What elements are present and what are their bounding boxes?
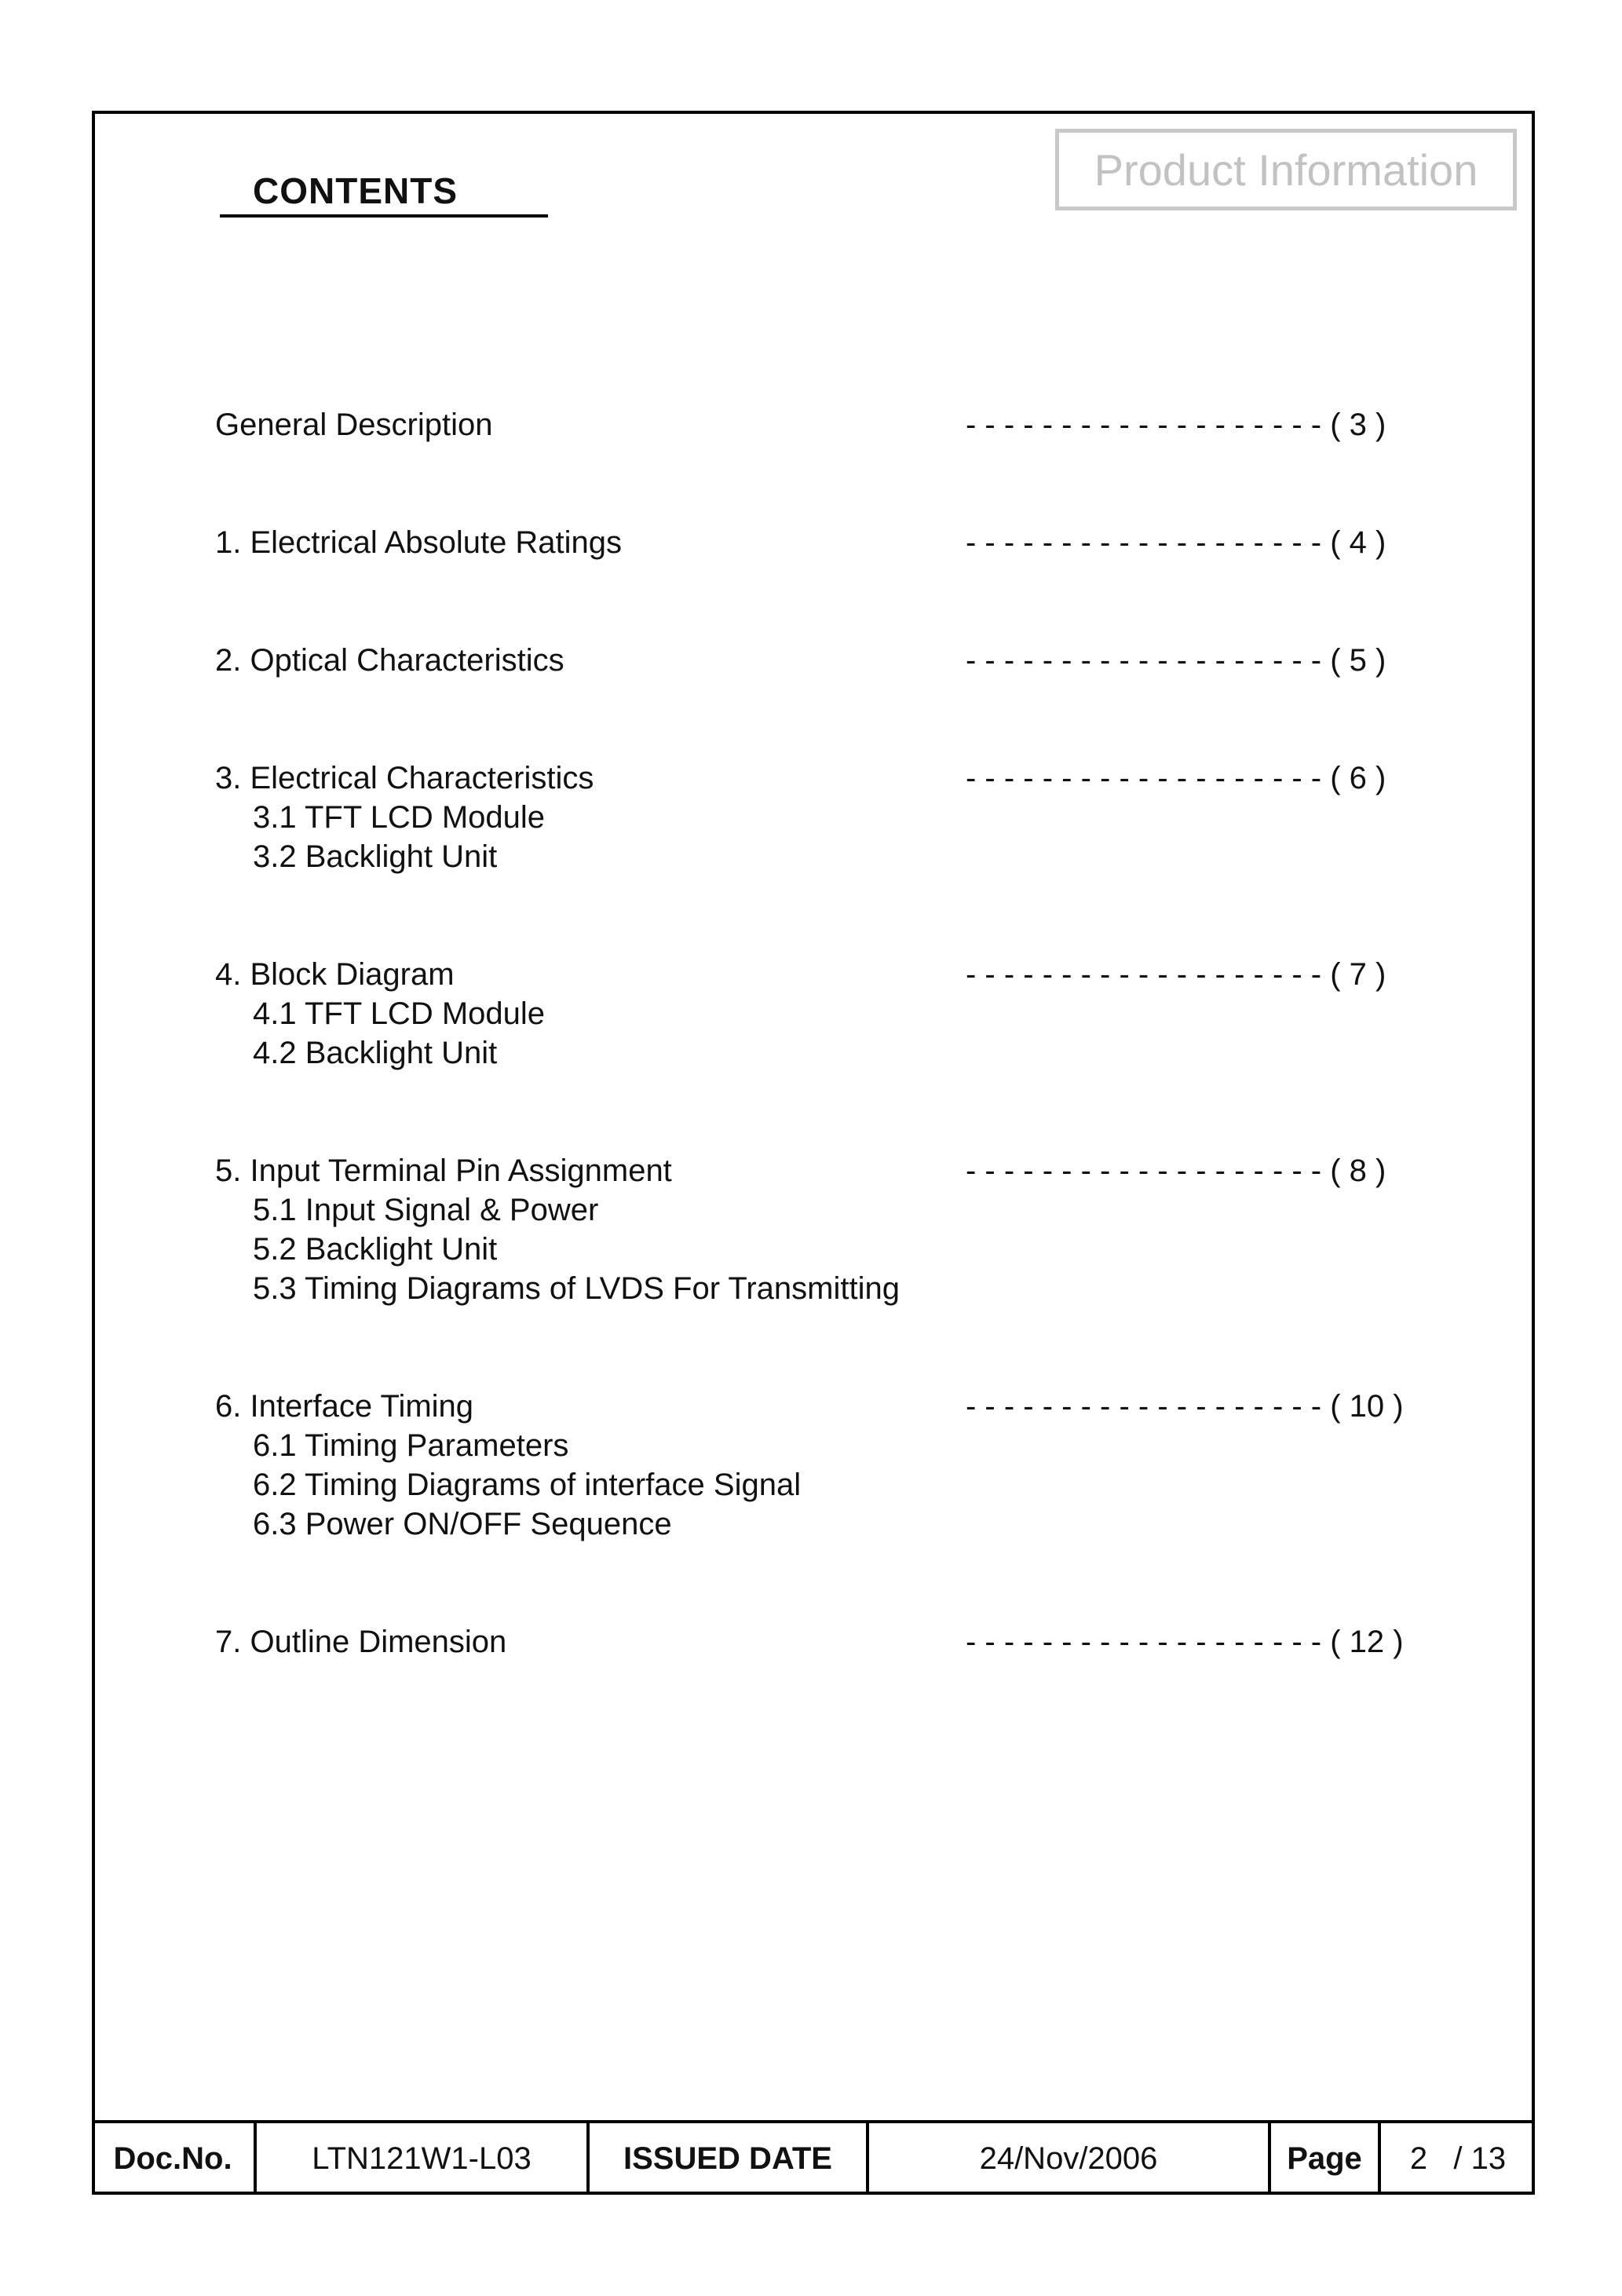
toc-subitem: 6.3 Power ON/OFF Sequence [253,1507,672,1541]
toc-subitem: 6.1 Timing Parameters [253,1428,569,1463]
toc-page-ref: - - - - - - - - - - - - - - - - - - - ( 6 ) [966,761,1386,795]
doc-no-label: Doc.No. [92,2123,257,2195]
toc-item-outline-dimension: 7. Outline Dimension [215,1625,507,1659]
toc-page-ref: - - - - - - - - - - - - - - - - - - - ( 4 ) [966,525,1386,560]
toc-item-electrical-characteristics: 3. Electrical Characteristics [215,761,594,795]
toc-item-optical-characteristics: 2. Optical Characteristics [215,643,564,678]
page-label: Page [1271,2123,1381,2195]
toc-subitem: 4.1 TFT LCD Module [253,996,546,1031]
toc-page-ref: - - - - - - - - - - - - - - - - - - - ( 10 ) [966,1389,1404,1424]
toc-item-block-diagram: 4. Block Diagram [215,957,455,992]
toc-item-interface-timing: 6. Interface Timing [215,1389,474,1424]
contents-heading: CONTENTS [253,170,458,211]
toc-page-ref: - - - - - - - - - - - - - - - - - - - ( 7 ) [966,957,1386,992]
toc-subitem: 5.3 Timing Diagrams of LVDS For Transmitting [253,1271,900,1306]
toc-subitem: 3.1 TFT LCD Module [253,800,546,835]
toc-page-ref: - - - - - - - - - - - - - - - - - - - ( 3 ) [966,408,1386,442]
toc-subitem: 5.1 Input Signal & Power [253,1193,599,1227]
toc-item-electrical-absolute-ratings: 1. Electrical Absolute Ratings [215,525,623,560]
issued-date-label: ISSUED DATE [590,2123,869,2195]
toc-item-general-description: General Description [215,408,493,442]
toc-subitem: 4.2 Backlight Unit [253,1036,498,1070]
toc-subitem: 6.2 Timing Diagrams of interface Signal [253,1468,802,1502]
doc-no-value: LTN121W1-L03 [257,2123,590,2195]
toc-item-input-terminal-pin-assignment: 5. Input Terminal Pin Assignment [215,1153,672,1188]
page-number: 2 / 13 [1409,2141,1507,2176]
toc-page-ref: - - - - - - - - - - - - - - - - - - - ( 5 ) [966,643,1386,678]
toc-page-ref: - - - - - - - - - - - - - - - - - - - ( 8 ) [966,1153,1386,1188]
toc-subitem: 3.2 Backlight Unit [253,839,498,874]
heading-underline [220,214,548,218]
toc-subitem: 5.2 Backlight Unit [253,1232,498,1267]
toc-page-ref: - - - - - - - - - - - - - - - - - - - ( 12 ) [966,1625,1404,1659]
issued-date-value: 24/Nov/2006 [869,2123,1271,2195]
document-footer [92,2120,1535,2195]
product-information-badge: Product Information [1055,129,1517,210]
